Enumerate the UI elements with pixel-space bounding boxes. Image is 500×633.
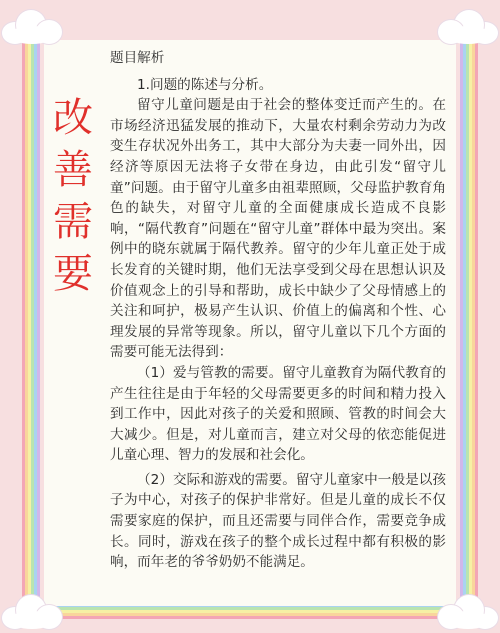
- paragraph-intro: 1.问题的陈述与分析。: [137, 76, 273, 93]
- cloud-icon: [2, 595, 62, 629]
- section-heading: 题目解析: [110, 50, 165, 66]
- paragraph-analysis: 留守儿童问题是由于社会的整体变迁而产生的。在市场经济迅猛发展的推动下，大量农村剩余劳动力为改变生存状况外出务工，其中大部分为夫妻一同外出，因经济等原因无法将子女带在身边，由此引发“留守儿童”问题。由于留守儿童多由祖辈照顾，父母监护教育角色的缺失，对留守儿童的全面健康成长造成不良影响，“隔代教育”问题在“留守儿童”群体中最为突出。案例中的晓东就属于隔代教养。留守的少年儿童正处于成长发育的关键时期，他们无法享受到父母在思想认识及价值观念上的引导和帮助，成长中缺少了父母情感上的关注和呵护，极易产生认识、价值上的偏离和个性、心理发展的异常等现象。所以，留守儿童以下几个方面的需要可能无法得到：: [110, 97, 446, 361]
- paragraph-need-social: （2）交际和游戏的需要。留守儿童家中一般是以孩子为中心，对孩子的保护非常好。但是儿童的成长不仅需要家庭的保护，而且还需要与同伴合作，需要竞争成长。同时，游戏在孩子的整个成长过程中都有积极的影响，而年老的爷爷奶奶不能满足。: [110, 471, 446, 571]
- side-title-char: 需: [53, 199, 93, 245]
- rainbow-border-left: [22, 36, 40, 605]
- side-title-char: 要: [53, 251, 93, 297]
- side-title: [50, 92, 96, 300]
- document-body: [110, 48, 446, 573]
- side-title-char: 改: [53, 95, 93, 141]
- side-title-char: 善: [53, 147, 93, 193]
- cloud-icon: [438, 595, 498, 629]
- paragraph-need-love: （1）爱与管教的需要。留守儿童教育为隔代教育的产生往往是由于年轻的父母需要更多的时间和精力投入到工作中，因此对孩子的关爱和照顾、管教的时间会大大减少。但是，对儿童而言，建立对父母的依恋能促进儿童心理、智力的发展和社会化。: [110, 364, 446, 464]
- rainbow-border-right: [460, 36, 478, 605]
- cloud-icon: [438, 10, 498, 44]
- cloud-icon: [2, 10, 62, 44]
